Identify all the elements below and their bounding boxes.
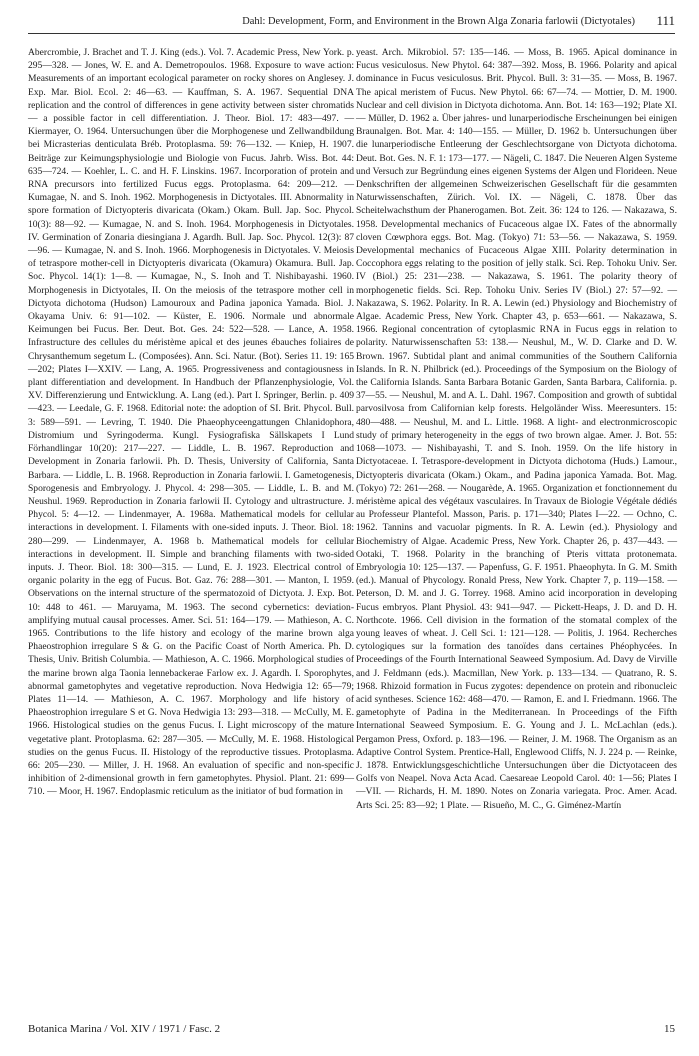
header-page-number: 111 (656, 13, 675, 28)
footer-journal: Botanica Marina / Vol. XIV / 1971 / Fasc. 2 (28, 1023, 221, 1035)
references-right-column (356, 46, 677, 812)
references-left-column (28, 46, 354, 799)
page-footer (28, 1020, 675, 1040)
running-header (28, 10, 675, 34)
references-right-text: yeast. Arch. Mikrobiol. 57: 135—146. — Moss, B. 1965. Apical dominance in Fucus vesiculosus. New Phytol. 64: 387—392. Moss, B. 1966. Polarity and apical dominance in Fucus vesiculosus. Brit. Phycol. Bull. 3: 31—35. — Moss, B. 1967. The apical meristem of Fucus. New Phytol. 66: 67—74. — Mottier, D. M. 1900. Nuclear and cell division in Dictyota dichotoma. Ann. Bot. 14: 163—192; Plate XI. — Müller, D. 1962 a. Über jahres- und lunarperiodische Erscheinungen bei einigen Braunalgen. Bot. Mar. 4: 140—155. — Müller, D. 1962 b. Untersuchungen über die lunarperiodische Entleerung der Geschlechtsorgane von Dictyota dichotoma. Deut. Bot. Ges. N. F. 1: 173—177. — Nägeli, C. 1847. Die Neueren Algen Systeme und Versuch zur Begründung eines eigenen Systems der Algen und Florideen. Neue Denkschriften der allgemeinen Schweizerischen Gesellschaft für die gesammten Naturwissenschaften, Zürich. Vol. IX. — Nägeli, C. 1878. Über das Scheitelwachsthum der Phanerogamen. Bot. Zeit. 36: 124 to 126. — Nakazawa, S. 1958. Developmental mechanics of Fucaceous algae IX. Fates of the abnormally cloven Cœwphora eggs. Bot. Mag. (Tokyo) 71: 53—56. — Nakazawa, S. 1959. Developmental mechanics of Fucaceous Algae XIII. Polarity determination in Coccophora eggs relating to the position of jelly stalk. Sci. Rep. Tohoku Univ. Ser. IV (Biol.) 25: 231—238. — Nakazawa, S. 1961. The polarity theory of morphogenetic fields. Sci. Rep. Tohoku Univ. Series IV (Biol.) 27: 57—92. — Nakazawa, S. 1962. Polarity. In R. A. Lewin (ed.) Physiology and Biochemistry of Algae. Academic Press, New York. Chapter 43, p. 653—661. — Nakazawa, S. 1966. Regional concentration of cytoplasmic RNA in Fucus eggs in relation to polarity. Naturwissenschaften 53: 138.— Neushul, M., W. D. Clarke and D. W. Brown. 1967. Subtidal plant and animal communities of the Southern California Islands. In R. N. Philbrick (ed.). Proceedings of the Symposium on the Biology of the California Islands. Santa Barbara Botanic Garden, Santa Barbara, California. p. 37—55. — Neushul, M. and A. L. Dahl. 1967. Composition and growth of subtidal parvosilvosa from Californian kelp forests. Helgoländer Wiss. Meeresunters. 15: 480—488. — Neushul, M. and L. Little. 1968. A light- and electronmicroscopic study of primary heterogeneity in the eggs of two brown algae. Amer. J. Bot. 55: 1068—1073. — Nishibayashi, T. and S. Inoh. 1959. On the life history in Dictyotaceae. I. Tetraspore-development in Dictyota dichotoma (Huds.) Lamour., Dictyopteris divaricata (Okam.) Okam., and Padina japonica Yamada. Bot. Mag. (Tokyo) 72: 261—268. — Nougarède, A. 1965. Organization et fonctionnement du méristème apical des végétaux vasculaires. In Travaux de Biologie Végétale dédiés au Professeur Plantefol. Masson, Paris. p. 171—340; Plates I—22. — Ochno, C. 1962. Tannins and vacuolar pigments. In R. A. Lewin (ed.). Physiology and Biochemistry of Algae. Academic Press, New York. Chapter 26, p. 437—443. — Ootaki, T. 1968. Polarity in the branching of Pteris vittata protonemata. Embryologia 10: 125—137. — Papenfuss, G. F. 1951. Phaeophyta. In G. M. Smith (ed.). Manual of Phycology. Ronald Press, New York. Chapter 7, p. 119—158. — Peterson, D. M. and J. G. Torrey. 1968. Amino acid incorporation in developing Fucus embryos. Plant Physiol. 43: 941—947. — Pickett-Heaps, J. D. and D. H. Northcote. 1966. Cell division in the formation of the stomatal complex of the young leaves of wheat. J. Cell Sci. 1: 121—128. — Politis, J. 1964. Recherches cytologiques sur la formation des tanoïdes dans certaines Phéophycées. In Proceedings of the Fourth International Seaweed Symposium. Ad. Davy de Virville and J. Feldmann (eds.). Macmillan, New York. p. 133—134. — Quatrano, R. S. 1968. Rhizoid formation in Fucus zygotes: dependence on protein and ribonucleic acid syntheses. Science 162: 468—470. — Ramon, E. and I. Friedmann. 1966. The gametophyte of Padina in the Mediterranean. In Proceedings of the Fifth International Seaweed Symposium. E. G. Young and J. L. McLachlan (eds.). Pergamon Press, Oxford. p. 183—196. — Reiner, J. M. 1968. The Organism as an Adaptive Control System. Prentice-Hall, Englewood Cliffs, N. J. 224 p. — Reinke, J. 1878. Entwicklungsgeschichtliche Untersuchungen über die Dictyotaceen des Golfs von Neapel. Nova Acta Acad. Caesareae Leopold Carol. 40: 1—56; Plates I—VII. — Richards, H. M. 1890. Notes on Zonaria variegata. Proc. Amer. Acad. Arts Sci. 25: 83—92; 1 Plate. — Risueño, M. C., G. Giménez-Martín (356, 47, 677, 811)
footer-page-number: 15 (664, 1023, 675, 1035)
running-title: Dahl: Development, Form, and Environment in the Brown Alga Zonaria farlowii (Dictyotales) (242, 16, 635, 27)
references-left-text: Abercrombie, J. Brachet and T. J. King (eds.). Vol. 7. Academic Press, New York. p. 295—328. — Jones, W. E. and A. Demetropoulos. 1968. Exposure to wave action: Measurements of an important ecological parameter on rocky shores on Anglesey. J. Exp. Mar. Biol. Ecol. 2: 46—63. — Kauffman, S. A. 1967. Sequential DNA replication and the control of differences in gene activity between sister chromatids — a possible factor in cell differentiation. J. Theor. Biol. 17: 483—497. — Kiermayer, O. 1964. Untersuchungen über die Morphogenese und Zellwandbildung bei Micrasterias denticulata Bréb. Protoplasma. 59: 76—132. — Kniep, H. 1907. Beiträge zur Keimungsphysiologie und Biologie von Fucus. Jahrb. Wiss. Bot. 44: 635—724. — Koehler, L. C. and H. F. Linskins. 1967. Incorporation of protein and RNA precursors into fertilized Fucus eggs. Protoplasma. 64: 209—212. — Kumagae, N. and S. Inoh. 1962. Morphogenesis in Dictyotales. III. Abnormality in spore formation of Dictyopteris divaricata (Okam.) Okam. Bull. Jap. Soc. Phycol. 10(3): 88—92. — Kumagae, N. and S. Inoh. 1964. Morphogenesis in Dictyotales. IV. Germination of Zonaria diesingiana J. Agardh. Bull. Jap. Soc. Phycol. 12(3): 87—96. — Kumagae, N. and S. Inoh. 1966. Morphogenesis in Dictyotales. V. Meiosis of tetraspore mother-cell in Dictyopteris divaricata (Okamura) Okamura. Bull. Jap. Soc. Phycol. 14(1): 1—8. — Kumagae, N., S. Inoh and T. Nishibayashi. 1960. Morphogenesis in Dictyotales, II. On the meiosis of the tetraspore mother cell in Dictyota dichotoma (Hudson) Lamouroux and Padina japonica Yamada. Biol. J. Okayama Univ. 6: 91—102. — Küster, E. 1906. Normale und abnormale Keimungen bei Fucus. Ber. Deut. Bot. Ges. 24: 522—528. — Lance, A. 1958. Infrastructure des cellules du méristème apical et des jeunes ébauches foliaires de Chrysanthemum segetum L. (Composées). Ann. Sci. Natur. (Bot). Series 11. 19: 165—202; Plates I—XXIV. — Lang, A. 1965. Progressiveness and contagiousness in plant differentiation and development. In Handbuch der Pflanzenphysiologie, Vol. XV. Differenzierung und Entwicklung. A. Lang (ed.). Part I. Springer, Berlin. p. 409—423. — Leedale, G. F. 1968. Editorial note: the adoption of SI. Brit. Phycol. Bull. 3: 589—591. — Levring, T. 1940. Die Phaeophyceengattungen Chlanidophora, Distromium und Syringoderma. Kungl. Fysiografiska Sällskapets I Lund Förhandlingar 10(20): 217—227. — Liddle, L. B. 1967. Reproduction and Development in Zonaria farlowii. Ph. D. Thesis, University of California, Santa Barbara. — Liddle, L. B. 1968. Reproduction in Zonaria farlowii. I. Gametogenesis, Sporogenesis and Embryology. J. Phycol. 4: 298—305. — Liddle, L. B. and M. Neushul. 1969. Reproduction in Zonaria farlowii II. Cytology and ultrastructure. J. Phycol. 5: 4—12. — Lindenmayer, A. 1968a. Mathematical models for cellular interactions in development. I. Filaments with one-sided inputs. J. Theor. Biol. 18: 280—299. — Lindenmayer, A. 1968 b. Mathematical models for cellular interactions in development. II. Simple and branching filaments with two-sided inputs. J. Theor. Biol. 18: 300—315. — Lund, E. J. 1923. Electrical control of organic polarity in the egg of Fucus. Bot. Gaz. 76: 288—301. — Manton, I. 1959. Observations on the internal structure of the spermatozoid of Dictyota. J. Exp. Bot. 10: 448 to 461. — Maruyama, M. 1963. The second cybernetics: deviation-amplifying mutual causal processes. Amer. Sci. 51: 164—179. — Mathieson, A. C. 1965. Contributions to the life history and ecology of the marine brown alga Phaeostrophion irregulare S & G. on the Pacific Coast of North America. Ph. D. Thesis, Univ. British Columbia. — Mathieson, A. C. 1966. Morphological studies of the marine brown alga Taonia lennebackerae Farlow ex. J. Agardh. I. Sporophytes, abnormal gametophytes and vegetative reproduction. Nova Hedwigia 12: 65—79; Plates 11—14. — Mathieson, A. C. 1967. Morphology and life history of Phaeostrophion irregulare S et G. Nova Hedwigia 13: 293—318. — McCully, M. E. 1966. Histological studies on the genus Fucus. I. Light microscopy of the mature vegetative plant. Protoplasma. 62: 287—305. — McCully, M. E. 1968. Histological studies on the genus Fucus. II. Histology of the reproductive tissues. Protoplasma. 66: 205—230. — Miller, J. H. 1968. An evaluation of specific and non-specific inhibition of 2-dimensional growth in fern gametophytes. Physiol. Plant. 21: 699—710. — Moor, H. 1967. Endoplasmic reticulum as the initiator of bud formation in (28, 47, 354, 798)
